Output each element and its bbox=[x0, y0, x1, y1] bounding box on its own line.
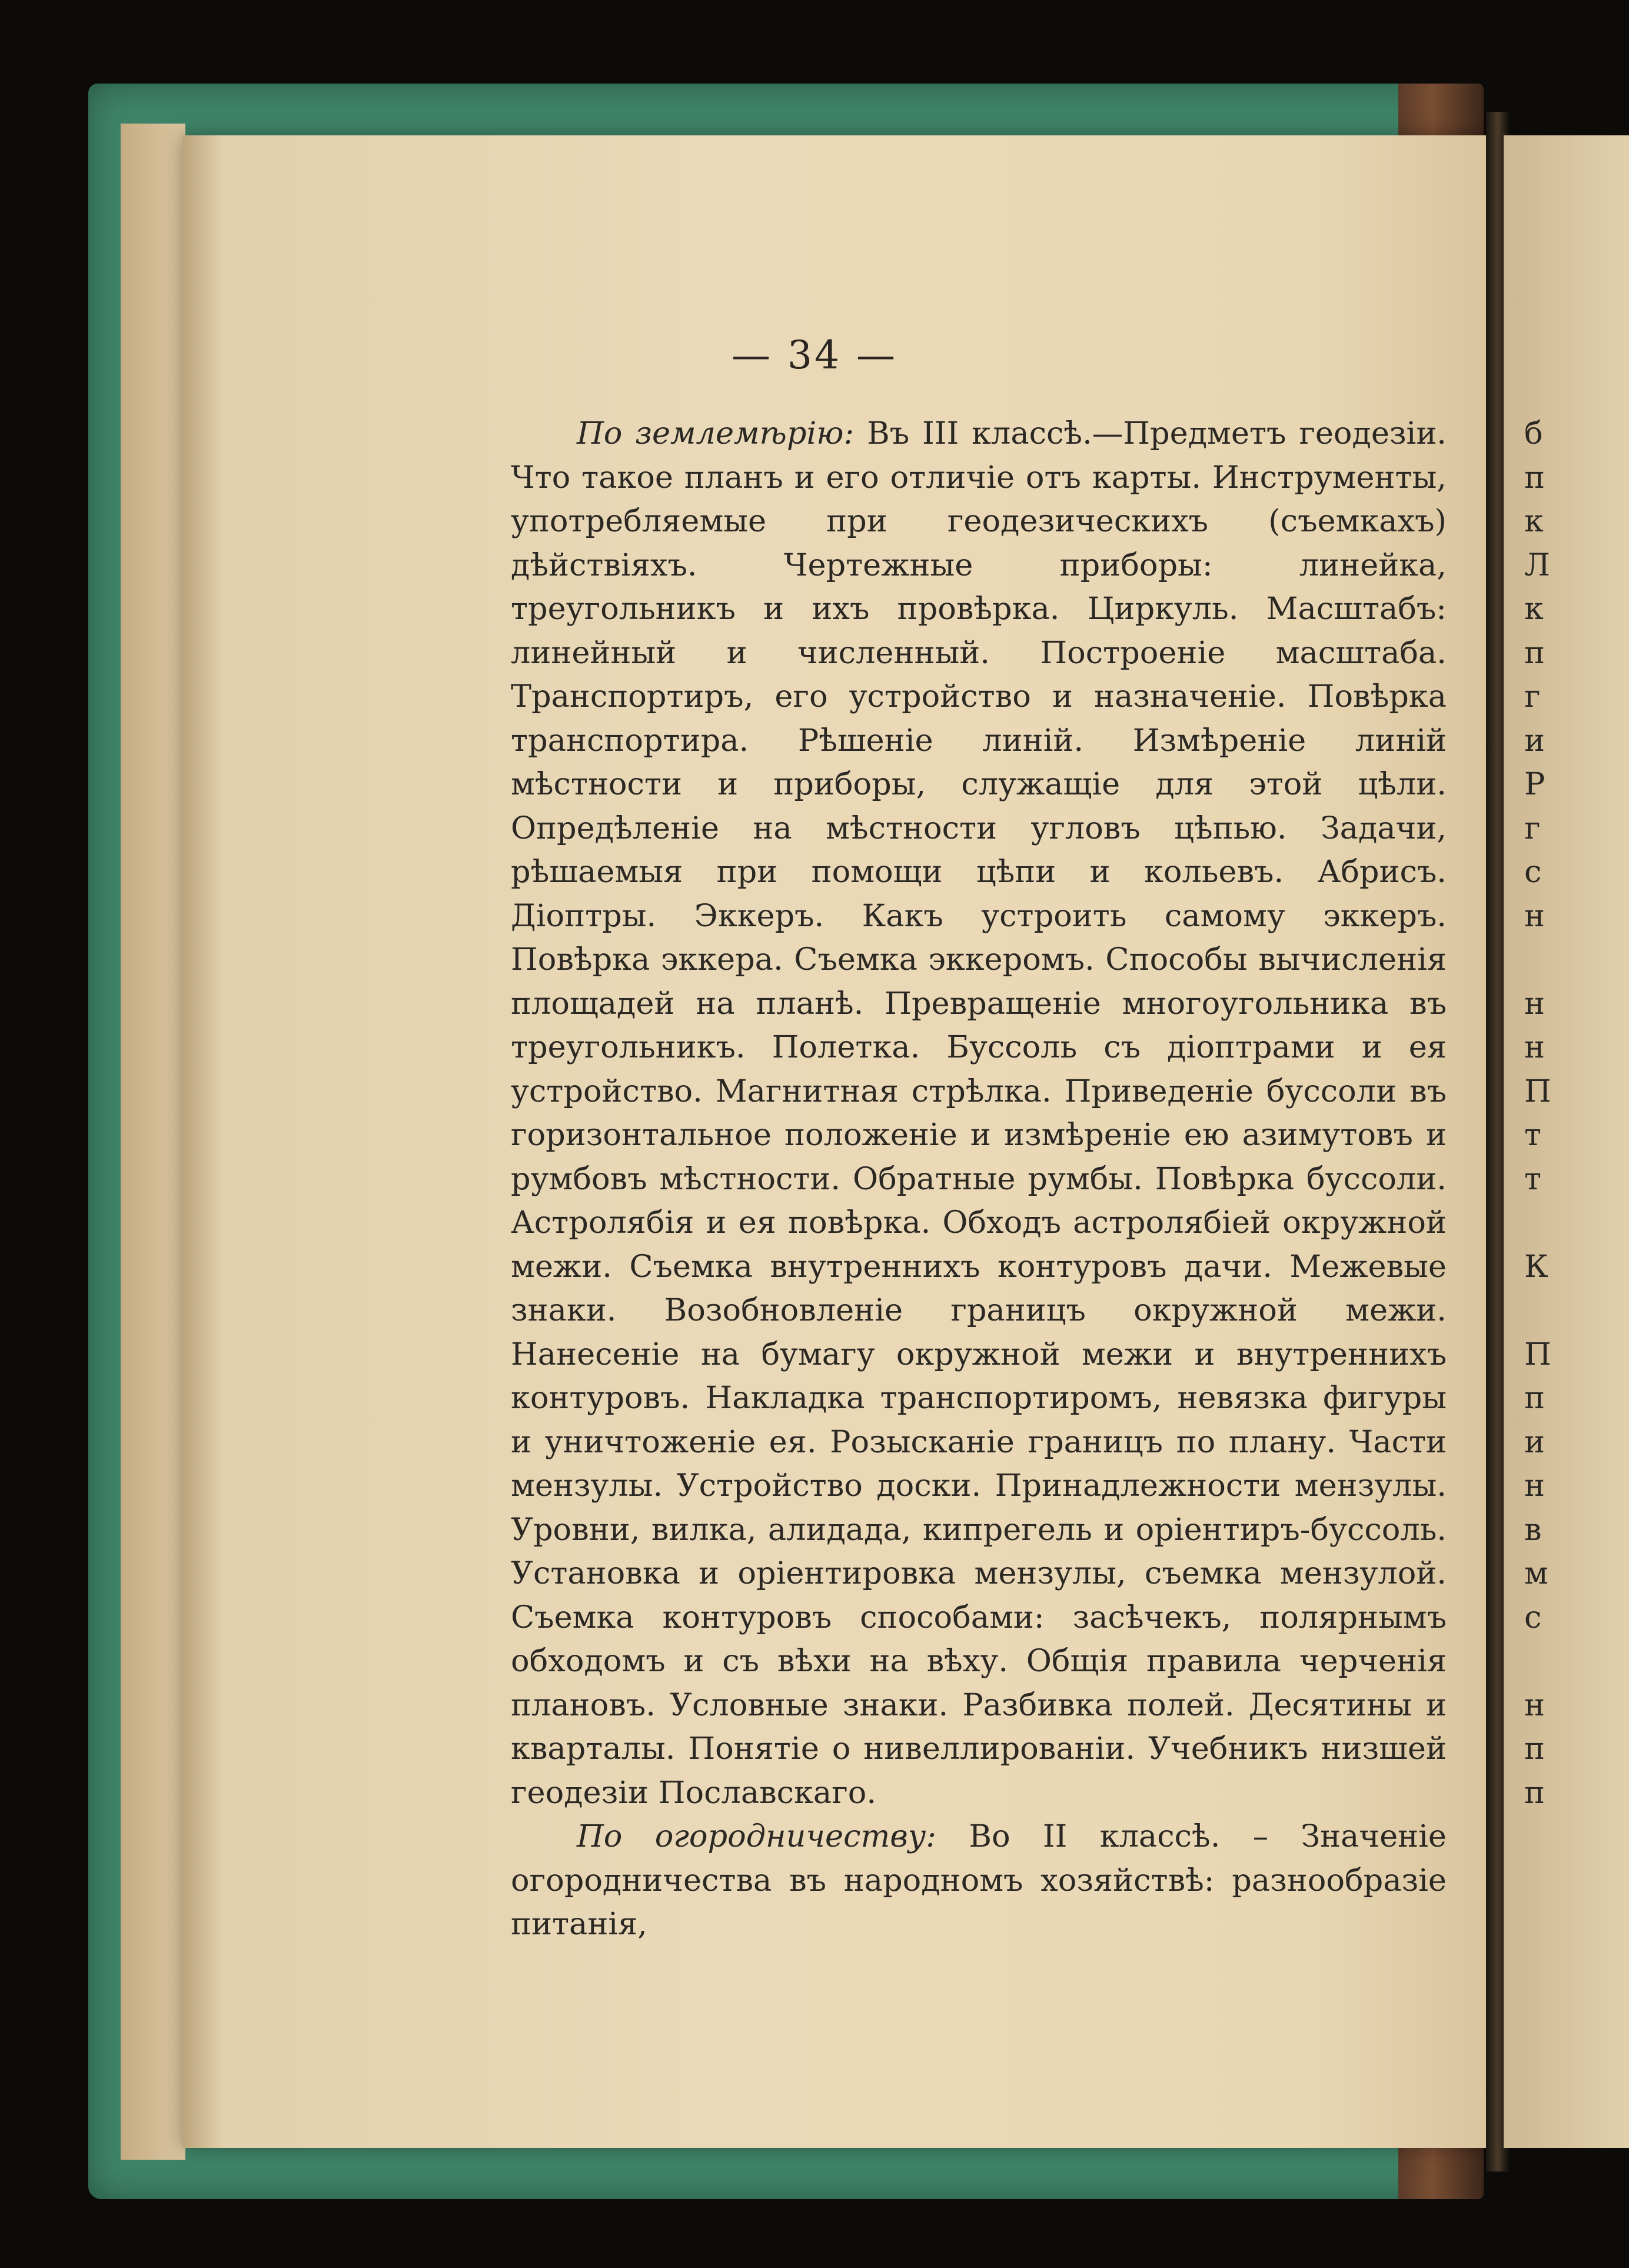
paragraph-body: Въ III классѣ.—Предметъ геодезіи. Что такое планъ и его отличіе отъ карты. Инструменты, употребляемые при геодезическихъ (съемкахъ) дѣйствіяхъ. Чертежные приборы: линейка, треугольникъ и ихъ провѣрка. Циркуль. Масштабъ: линейный и численный. Построеніе масштаба. Транспортиръ, его устройство и назначеніе. Повѣрка транспортира. Рѣшеніе линій. Измѣреніе линій мѣстности и приборы, служащіе для этой цѣли. Опредѣленіе на мѣстности угловъ цѣпью. Задачи, рѣшаемыя при помощи цѣпи и кольевъ. Абрисъ. Діоптры. Эккеръ. Какъ устроить самому эккеръ. Повѣрка эккера. Съемка эккеромъ. Способы вычисленія площадей на планѣ. Превращеніе многоугольника въ треугольникъ. Полетка. Буссоль съ діоптрами и ея устройство. Магнитная стрѣлка. Приведеніе буссоли въ горизонтальное положеніе и измѣреніе ею азимутовъ и румбовъ мѣстности. Обратные румбы. Повѣрка буссоли. Астролябія и ея повѣрка. Обходъ астролябіей окружной межи. Съемка внутреннихъ контуровъ дачи. Межевые знаки. Возобновленіе границъ окружной межи. Нанесеніе на бумагу окружной межи и внутреннихъ контуровъ. Накладка транспортиромъ, невязка фигуры и уничтоженіе ея. Розысканіе границъ по плану. Части мензулы. Устройство доски. Принадлежности мензулы. Уровни, вилка, алидада, кипрегель и оріентиръ-буссоль. Установка и оріентировка мензулы, съемка мензулой. Съемка контуровъ способами: засѣчекъ, полярнымъ обходомъ и съ вѣхи на вѣху. Общія правила черченія плановъ. Условные знаки. Разбивка полей. Десятины и кварталы. Понятіе о нивеллированіи. Учебникъ низшей геодезіи Пославскаго. bbox=[511, 415, 1447, 1811]
facing-page-line: б bbox=[1524, 415, 1543, 451]
paragraph-body: Во II классѣ. – Значеніе огородничества въ народномъ хозяйствѣ: разнообразіе питанія, bbox=[511, 1818, 1447, 1942]
facing-page-line: и bbox=[1524, 722, 1545, 759]
facing-page-line: п bbox=[1524, 634, 1545, 671]
facing-page-line: П bbox=[1524, 1336, 1551, 1372]
section-heading: По землемѣрію: bbox=[577, 415, 855, 451]
facing-page-text bbox=[1524, 412, 1629, 1815]
facing-page-line: к bbox=[1524, 591, 1544, 627]
facing-page-line: г bbox=[1524, 810, 1541, 846]
facing-page-line bbox=[1524, 1640, 1629, 1684]
page-number: — 34 — bbox=[732, 332, 897, 378]
facing-page-line: т bbox=[1524, 1160, 1542, 1197]
facing-page-line: к bbox=[1524, 503, 1544, 539]
facing-page-line: п bbox=[1524, 1731, 1545, 1767]
facing-page-line: п bbox=[1524, 1774, 1545, 1811]
section-heading: По огородничеству: bbox=[577, 1818, 936, 1854]
facing-page-line: н bbox=[1524, 985, 1545, 1022]
facing-page-line bbox=[1524, 1201, 1629, 1245]
facing-page-line: т bbox=[1524, 1117, 1542, 1153]
facing-page-line bbox=[1524, 938, 1629, 982]
page-text bbox=[511, 412, 1447, 1947]
facing-page-line: н bbox=[1524, 1468, 1545, 1504]
facing-page-line: м bbox=[1524, 1555, 1548, 1591]
facing-page-line: п bbox=[1524, 1380, 1545, 1416]
facing-page-line: Р bbox=[1524, 766, 1545, 802]
facing-page-line: н bbox=[1524, 1029, 1545, 1065]
facing-page-line: П bbox=[1524, 1073, 1551, 1109]
facing-page-line bbox=[1524, 1289, 1629, 1333]
paragraph-gardening bbox=[511, 1815, 1447, 1947]
facing-page-line: в bbox=[1524, 1511, 1542, 1548]
facing-page-line: и bbox=[1524, 1424, 1545, 1460]
paragraph-surveying bbox=[511, 412, 1447, 1815]
facing-page-line: н bbox=[1524, 897, 1545, 934]
facing-page-line: г bbox=[1524, 679, 1541, 714]
facing-page-line: с bbox=[1524, 1599, 1542, 1635]
facing-page-line: с bbox=[1524, 854, 1542, 890]
page-edge-strip bbox=[121, 124, 185, 2160]
facing-page-line: Л bbox=[1524, 547, 1550, 583]
facing-page-line: К bbox=[1524, 1248, 1548, 1285]
facing-page-line: п bbox=[1524, 459, 1545, 495]
facing-page-line: н bbox=[1524, 1687, 1545, 1723]
